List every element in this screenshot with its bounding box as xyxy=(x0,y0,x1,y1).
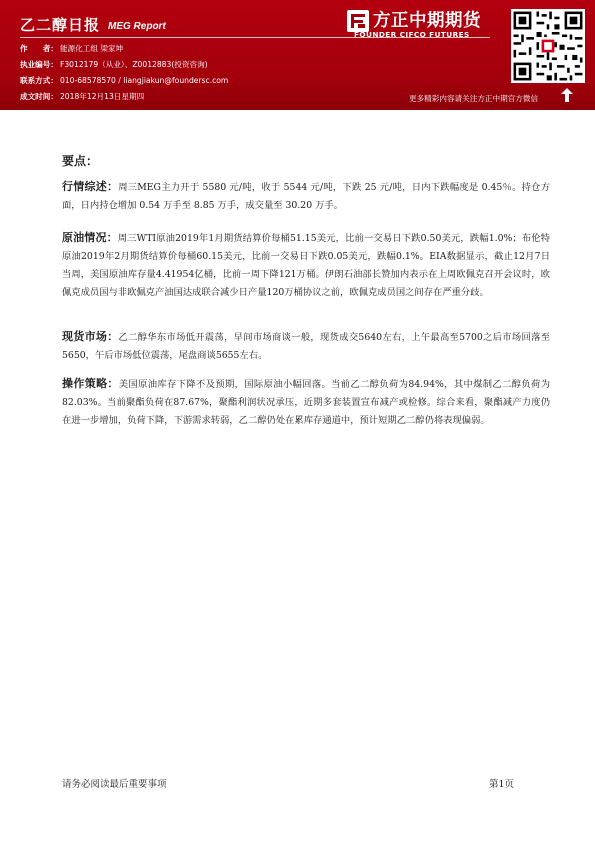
meta-author-value: 能源化工组 梁家坤 xyxy=(59,44,124,53)
meta-license-value: F3012179（从业）、Z0012883(投资咨询) xyxy=(59,60,208,69)
section-spot-market xyxy=(62,328,550,365)
section-strategy xyxy=(62,375,550,430)
section-label: 现货市场： xyxy=(62,330,119,343)
meta-date-label: 成文时间： xyxy=(20,92,58,101)
meta-date xyxy=(20,92,144,102)
section-text: 乙二醇华东市场低开震荡，早间市场商谈一般，现货成交5640左右，上午最高至5700之后市场回落至5650，午后市场低位震荡，尾盘商谈5655左右。 xyxy=(62,332,550,361)
report-header xyxy=(0,0,595,110)
wechat-qr-code xyxy=(511,9,585,83)
section-crude-oil xyxy=(62,229,550,302)
page-number: 第1页 xyxy=(489,779,515,790)
meta-contact xyxy=(20,76,228,86)
meta-date-value: 2018年12月13日星期四 xyxy=(59,92,145,101)
report-subtitle: MEG Report xyxy=(108,21,166,32)
meta-contact-label: 联系方式： xyxy=(20,76,58,85)
section-label: 原油情况： xyxy=(62,231,118,244)
section-text: 周三MEG主力开于 5580 元/吨，收于 5544 元/吨，下跌 25 元/吨，日内下跌幅度是 0.45％。持仓方面，日内持仓增加 0.54 万手至 8.85 万手，成交量至 30.20 万手。 xyxy=(62,182,550,211)
meta-contact-value: 010-68578570 / liangjiakun@foundersc.com xyxy=(59,76,229,85)
company-name-en: FOUNDER CIFCO FUTURES xyxy=(354,30,470,39)
report-title: 乙二醇日报 xyxy=(20,16,101,34)
meta-author xyxy=(20,44,123,54)
meta-author-label: 作 者： xyxy=(20,44,58,53)
meta-license xyxy=(20,60,208,70)
section-market-overview xyxy=(62,178,550,215)
key-points-heading: 要点： xyxy=(62,154,99,168)
section-text: 美国原油库存下降不及预期，国际原油小幅回落。当前乙二醇负荷为84.94%，其中煤制乙二醇负荷为82.03%。当前聚酯负荷在87.67%，聚酯利润状况承压，近期多套装置宣布减产或检修。综合来看，聚酯减产力度仍在进一步增加，负荷下降，下游需求转弱，乙二醇仍处在累库存通道中，预计短期乙二醇仍将表现偏弱。 xyxy=(62,379,550,426)
company-name-cn: 方正中期期货 xyxy=(373,11,481,31)
meta-license-label: 执业编号： xyxy=(20,60,58,69)
wechat-follow-note: 更多精彩内容请关注方正中期官方微信 xyxy=(409,94,539,103)
section-label: 行情综述： xyxy=(62,180,119,193)
arrow-up-icon xyxy=(561,88,573,102)
section-label: 操作策略： xyxy=(62,377,119,390)
footer-disclaimer: 请务必阅读最后重要事项 xyxy=(62,779,167,790)
section-text: 周三WTI原油2019年1月期货结算价每桶51.15美元，比前一交易日下跌0.50美元，跌幅1.0%；布伦特原油2019年2月期货结算价每桶60.15美元，比前一交易日下跌0.05美元，跌幅0.1%。EIA数据显示，截止12月7日当周，美国原油库存量4.41954亿桶，比前一周下降121万桶。伊朗石油部长赞加内表示在上周欧佩克召开会议时，欧佩克成员国与非欧佩克产油国达成联合减少日产量120万桶协议之前，欧佩克成员国之间存在严重分歧。 xyxy=(62,233,550,298)
